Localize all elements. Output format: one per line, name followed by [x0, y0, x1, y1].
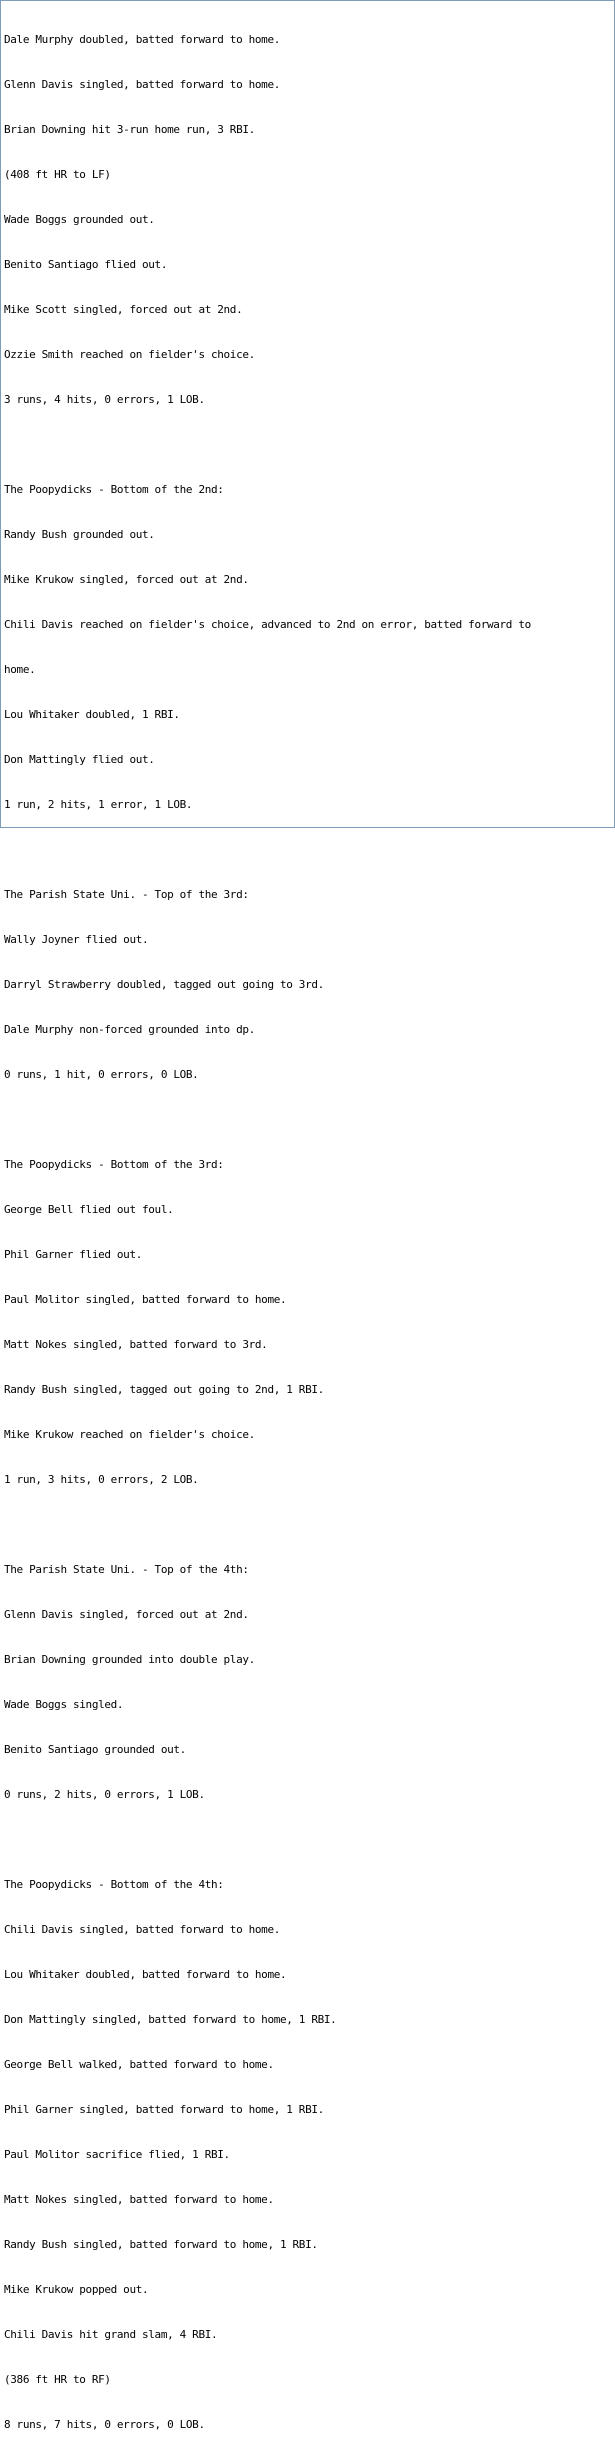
blank-line [4, 842, 614, 857]
log-line: (408 ft HR to LF) [4, 168, 111, 181]
log-line: Ozzie Smith reached on fielder's choice. [4, 348, 255, 361]
blank-line [4, 1517, 614, 1532]
log-line: Brian Downing hit 3-run home run, 3 RBI. [4, 123, 255, 136]
log-line: Matt Nokes singled, batted forward to 3rd. [4, 1338, 268, 1351]
log-line: Paul Molitor singled, batted forward to home. [4, 1293, 287, 1306]
inning-summary: 8 runs, 7 hits, 0 errors, 0 LOB. [4, 2418, 205, 2431]
log-line: Wally Joyner flied out. [4, 933, 149, 946]
log-line: Randy Bush singled, batted forward to home, 1 RBI. [4, 2238, 318, 2251]
inning-header: The Poopydicks - Bottom of the 3rd: [4, 1158, 224, 1171]
log-line: Lou Whitaker doubled, 1 RBI. [4, 708, 180, 721]
log-line: Glenn Davis singled, forced out at 2nd. [4, 1608, 249, 1621]
log-line: Don Mattingly singled, batted forward to home, 1 RBI. [4, 2013, 337, 2026]
log-line: Matt Nokes singled, batted forward to home. [4, 2193, 274, 2206]
inning-header: The Poopydicks - Bottom of the 4th: [4, 1878, 224, 1891]
inning-summary: 0 runs, 2 hits, 0 errors, 1 LOB. [4, 1788, 205, 1801]
log-line: Dale Murphy doubled, batted forward to home. [4, 33, 280, 46]
log-line: Wade Boggs grounded out. [4, 213, 155, 226]
log-line: Phil Garner singled, batted forward to home, 1 RBI. [4, 2103, 324, 2116]
log-line: Paul Molitor sacrifice flied, 1 RBI. [4, 2148, 230, 2161]
blank-line [4, 1112, 614, 1127]
log-line: Chili Davis hit grand slam, 4 RBI. [4, 2328, 218, 2341]
inning-summary: 0 runs, 1 hit, 0 errors, 0 LOB. [4, 1068, 199, 1081]
log-line: Mike Krukow reached on fielder's choice. [4, 1428, 255, 1441]
log-line: Benito Santiago flied out. [4, 258, 168, 271]
play-by-play-log [4, 2, 614, 2462]
inning-summary: 3 runs, 4 hits, 0 errors, 1 LOB. [4, 393, 205, 406]
log-line: Dale Murphy non-forced grounded into dp. [4, 1023, 255, 1036]
log-line: George Bell flied out foul. [4, 1203, 174, 1216]
log-line: Brian Downing grounded into double play. [4, 1653, 255, 1666]
inning-header: The Parish State Uni. - Top of the 3rd: [4, 888, 249, 901]
log-line: home. [4, 663, 36, 676]
log-line: Darryl Strawberry doubled, tagged out going to 3rd. [4, 978, 324, 991]
inning-summary: 1 run, 3 hits, 0 errors, 2 LOB. [4, 1473, 199, 1486]
log-line: Randy Bush grounded out. [4, 528, 155, 541]
log-line: Chili Davis singled, batted forward to home. [4, 1923, 280, 1936]
inning-header: The Poopydicks - Bottom of the 2nd: [4, 483, 224, 496]
log-line: Mike Scott singled, forced out at 2nd. [4, 303, 243, 316]
blank-line [4, 1832, 614, 1847]
log-line: Lou Whitaker doubled, batted forward to home. [4, 1968, 287, 1981]
log-line: George Bell walked, batted forward to home. [4, 2058, 274, 2071]
log-line: Benito Santiago grounded out. [4, 1743, 186, 1756]
log-line: (386 ft HR to RF) [4, 2373, 111, 2386]
inning-summary: 1 run, 2 hits, 1 error, 1 LOB. [4, 798, 193, 811]
log-line: Randy Bush singled, tagged out going to 2nd, 1 RBI. [4, 1383, 324, 1396]
log-line: Wade Boggs singled. [4, 1698, 124, 1711]
inning-header: The Parish State Uni. - Top of the 4th: [4, 1563, 249, 1576]
log-line: Mike Krukow singled, forced out at 2nd. [4, 573, 249, 586]
blank-line [4, 437, 614, 452]
log-line: Mike Krukow popped out. [4, 2283, 149, 2296]
log-line: Chili Davis reached on fielder's choice, advanced to 2nd on error, batted forward to [4, 618, 531, 631]
log-line: Phil Garner flied out. [4, 1248, 142, 1261]
log-line: Glenn Davis singled, batted forward to home. [4, 78, 280, 91]
log-line: Don Mattingly flied out. [4, 753, 155, 766]
